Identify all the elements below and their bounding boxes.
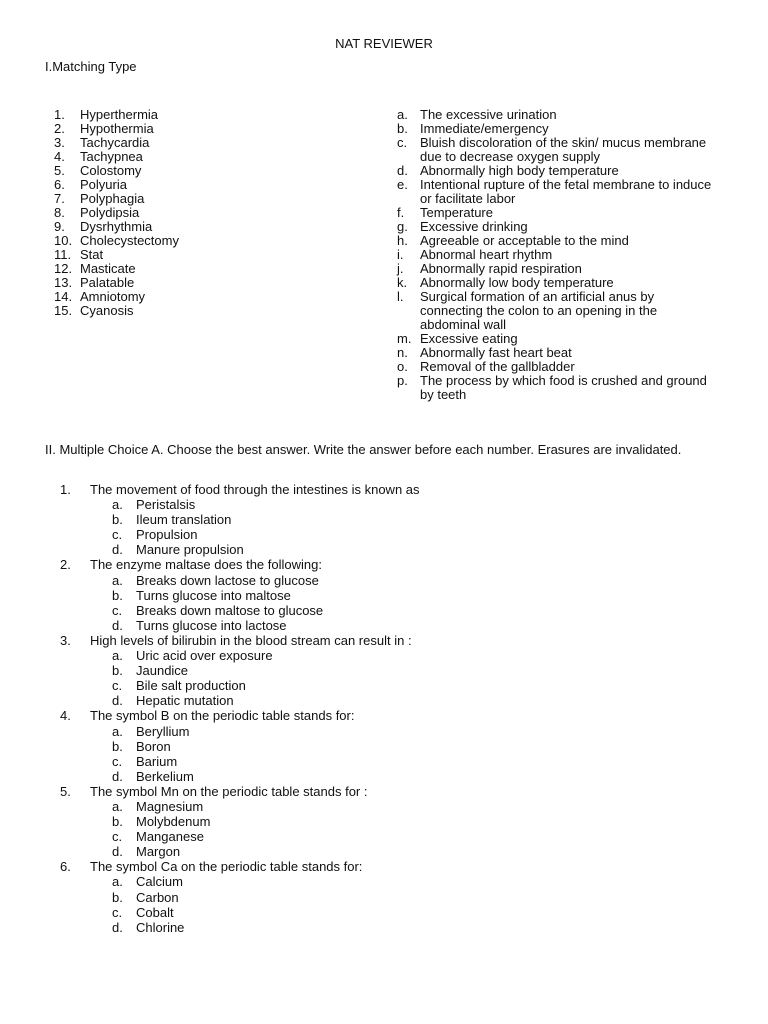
term-row xyxy=(54,220,354,234)
term-text: Tachypnea xyxy=(80,149,143,164)
definitions-column xyxy=(397,108,717,402)
answer-option xyxy=(112,663,720,678)
term-number: 1. xyxy=(54,107,65,122)
definition-letter: b. xyxy=(397,121,408,136)
term-number: 11. xyxy=(54,247,72,262)
questions-list xyxy=(60,482,720,935)
option-text: Magnesium xyxy=(136,798,204,814)
section-heading-matching: I.Matching Type xyxy=(45,59,137,74)
question-row xyxy=(60,859,720,874)
definition-letter: n. xyxy=(397,345,408,360)
option-text: Calcium xyxy=(136,874,183,890)
option-text: Peristalsis xyxy=(136,497,196,513)
answer-option xyxy=(112,648,720,663)
question-text: The symbol Ca on the periodic table stands for: xyxy=(90,859,363,875)
definition-text: Abnormally rapid respiration xyxy=(420,261,582,276)
term-text: Polyuria xyxy=(80,177,127,192)
term-number: 10. xyxy=(54,233,73,248)
definition-text: Abnormally fast heart beat xyxy=(420,345,572,360)
question-item xyxy=(60,708,720,783)
option-text: Turns glucose into lactose xyxy=(136,617,287,633)
option-letter: b. xyxy=(112,889,123,905)
option-letter: c. xyxy=(112,678,123,694)
option-text: Uric acid over exposure xyxy=(136,648,273,664)
option-letter: c. xyxy=(112,904,123,920)
option-text: Beryllium xyxy=(136,723,190,739)
option-text: Chlorine xyxy=(136,919,185,935)
definition-letter: o. xyxy=(397,359,408,374)
question-item xyxy=(60,557,720,632)
term-row xyxy=(54,290,354,304)
definition-text: Abnormally high body temperature xyxy=(420,163,619,178)
answer-option xyxy=(112,693,720,708)
answer-option xyxy=(112,618,720,633)
definition-row xyxy=(397,248,717,262)
definition-row xyxy=(397,136,717,164)
term-number: 6. xyxy=(54,177,65,192)
question-item xyxy=(60,784,720,859)
definition-letter: e. xyxy=(397,177,408,192)
term-number: 15. xyxy=(54,303,73,318)
question-row xyxy=(60,708,720,723)
option-letter: d. xyxy=(112,844,123,860)
option-letter: c. xyxy=(112,829,123,845)
option-text: Cobalt xyxy=(136,904,174,920)
definition-row xyxy=(397,332,717,346)
term-text: Polyphagia xyxy=(80,191,145,206)
term-text: Tachycardia xyxy=(80,135,150,150)
definition-text: Temperature xyxy=(420,205,493,220)
definition-row xyxy=(397,234,717,248)
answer-option xyxy=(112,874,720,889)
definition-letter: j. xyxy=(397,261,404,276)
term-text: Palatable xyxy=(80,275,135,290)
option-letter: a. xyxy=(112,648,123,664)
definition-text: Excessive eating xyxy=(420,331,518,346)
answer-option xyxy=(112,573,720,588)
option-letter: c. xyxy=(112,602,123,618)
answer-option xyxy=(112,754,720,769)
answer-option xyxy=(112,724,720,739)
question-item xyxy=(60,633,720,708)
definition-text: Abnormal heart rhythm xyxy=(420,247,553,262)
option-letter: a. xyxy=(112,874,123,890)
definition-row xyxy=(397,346,717,360)
definition-text: Bluish discoloration of the skin/ mucus membrane due to decrease oxygen supply xyxy=(420,135,707,164)
term-text: Polydipsia xyxy=(80,205,140,220)
term-row xyxy=(54,108,354,122)
definition-letter: g. xyxy=(397,219,408,234)
term-row xyxy=(54,122,354,136)
definition-letter: h. xyxy=(397,233,408,248)
definition-row xyxy=(397,164,717,178)
option-letter: c. xyxy=(112,753,123,769)
question-text: The symbol B on the periodic table stands for: xyxy=(90,708,355,724)
option-text: Breaks down lactose to glucose xyxy=(136,572,319,588)
term-number: 14. xyxy=(54,289,73,304)
terms-column xyxy=(54,108,354,318)
question-text: The symbol Mn on the periodic table stands for : xyxy=(90,783,368,799)
definition-text: Intentional rupture of the fetal membrane to induce or facilitate labor xyxy=(420,177,712,206)
answer-option xyxy=(112,588,720,603)
answer-option xyxy=(112,512,720,527)
definition-row xyxy=(397,108,717,122)
term-text: Masticate xyxy=(80,261,136,276)
option-letter: a. xyxy=(112,723,123,739)
definition-text: Surgical formation of an artificial anus by connecting the colon to an opening in the abdominal wall xyxy=(420,289,658,332)
answer-option xyxy=(112,542,720,557)
term-row xyxy=(54,262,354,276)
question-number: 2. xyxy=(60,557,71,573)
option-text: Molybdenum xyxy=(136,814,211,830)
answer-option xyxy=(112,527,720,542)
term-text: Hypothermia xyxy=(80,121,154,136)
option-text: Manganese xyxy=(136,829,204,845)
question-row xyxy=(60,633,720,648)
term-row xyxy=(54,206,354,220)
option-text: Carbon xyxy=(136,889,179,905)
option-letter: d. xyxy=(112,919,123,935)
term-row xyxy=(54,136,354,150)
term-number: 5. xyxy=(54,163,65,178)
term-row xyxy=(54,234,354,248)
option-letter: a. xyxy=(112,572,123,588)
definition-letter: a. xyxy=(397,107,408,122)
question-text: High levels of bilirubin in the blood stream can result in : xyxy=(90,632,412,648)
option-text: Hepatic mutation xyxy=(136,693,234,709)
section-heading-multiple-choice: II. Multiple Choice A. Choose the best answer. Write the answer before each number. Erasures are invalidated. xyxy=(45,442,682,457)
question-text: The movement of food through the intestines is known as xyxy=(90,482,420,497)
term-text: Cholecystectomy xyxy=(80,233,179,248)
term-number: 4. xyxy=(54,149,65,164)
definition-letter: m. xyxy=(397,331,412,346)
definition-row xyxy=(397,360,717,374)
term-row xyxy=(54,248,354,262)
definition-letter: c. xyxy=(397,135,408,150)
answer-option xyxy=(112,497,720,512)
option-text: Berkelium xyxy=(136,768,194,784)
term-row xyxy=(54,304,354,318)
term-number: 12. xyxy=(54,261,73,276)
term-text: Amniotomy xyxy=(80,289,146,304)
term-row xyxy=(54,276,354,290)
term-number: 8. xyxy=(54,205,65,220)
answer-option xyxy=(112,844,720,859)
definition-text: Abnormally low body temperature xyxy=(420,275,614,290)
option-letter: b. xyxy=(112,512,123,528)
option-letter: d. xyxy=(112,768,123,784)
definition-row xyxy=(397,206,717,220)
option-letter: b. xyxy=(112,814,123,830)
question-row xyxy=(60,482,720,497)
definition-letter: d. xyxy=(397,163,408,178)
answer-option xyxy=(112,920,720,935)
option-text: Ileum translation xyxy=(136,512,232,528)
option-text: Boron xyxy=(136,738,171,754)
term-number: 13. xyxy=(54,275,73,290)
answer-option xyxy=(112,678,720,693)
option-letter: a. xyxy=(112,798,123,814)
option-letter: b. xyxy=(112,738,123,754)
answer-option xyxy=(112,905,720,920)
answer-option xyxy=(112,603,720,618)
term-number: 7. xyxy=(54,191,65,206)
definition-row xyxy=(397,290,717,332)
term-text: Cyanosis xyxy=(80,303,134,318)
option-text: Breaks down maltose to glucose xyxy=(136,602,324,618)
question-number: 5. xyxy=(60,783,71,799)
definition-letter: p. xyxy=(397,373,408,388)
term-text: Dysrhythmia xyxy=(80,219,153,234)
option-letter: b. xyxy=(112,587,123,603)
definition-row xyxy=(397,122,717,136)
term-text: Hyperthermia xyxy=(80,107,159,122)
option-letter: d. xyxy=(112,693,123,709)
option-text: Propulsion xyxy=(136,527,198,543)
option-letter: d. xyxy=(112,542,123,558)
question-number: 6. xyxy=(60,859,71,875)
definition-text: Removal of the gallbladder xyxy=(420,359,575,374)
answer-option xyxy=(112,769,720,784)
option-text: Jaundice xyxy=(136,663,189,679)
answer-option xyxy=(112,829,720,844)
term-number: 3. xyxy=(54,135,65,150)
term-text: Colostomy xyxy=(80,163,142,178)
term-row xyxy=(54,192,354,206)
definition-letter: k. xyxy=(397,275,408,290)
option-letter: d. xyxy=(112,617,123,633)
option-letter: b. xyxy=(112,663,123,679)
option-letter: c. xyxy=(112,527,123,543)
option-text: Bile salt production xyxy=(136,678,246,694)
term-number: 9. xyxy=(54,219,65,234)
definition-text: The excessive urination xyxy=(420,107,557,122)
question-number: 1. xyxy=(60,482,71,497)
question-item xyxy=(60,482,720,557)
option-text: Barium xyxy=(136,753,178,769)
question-number: 3. xyxy=(60,632,71,648)
term-row xyxy=(54,150,354,164)
question-text: The enzyme maltase does the following: xyxy=(90,557,322,573)
answer-option xyxy=(112,890,720,905)
definition-letter: i. xyxy=(397,247,404,262)
definition-row xyxy=(397,178,717,206)
definition-letter: f. xyxy=(397,205,405,220)
definition-row xyxy=(397,374,717,402)
page-title: NAT REVIEWER xyxy=(335,36,433,51)
definition-row xyxy=(397,220,717,234)
definition-text: Excessive drinking xyxy=(420,219,528,234)
question-row xyxy=(60,784,720,799)
option-text: Turns glucose into maltose xyxy=(136,587,291,603)
definition-text: The process by which food is crushed and ground by teeth xyxy=(420,373,707,402)
definition-row xyxy=(397,276,717,290)
term-row xyxy=(54,178,354,192)
option-letter: a. xyxy=(112,497,123,513)
definition-text: Immediate/emergency xyxy=(420,121,549,136)
answer-option xyxy=(112,739,720,754)
term-row xyxy=(54,164,354,178)
answer-option xyxy=(112,814,720,829)
definition-text: Agreeable or acceptable to the mind xyxy=(420,233,629,248)
term-number: 2. xyxy=(54,121,65,136)
question-item xyxy=(60,859,720,934)
option-text: Margon xyxy=(136,844,181,860)
question-row xyxy=(60,557,720,572)
option-text: Manure propulsion xyxy=(136,542,244,558)
question-number: 4. xyxy=(60,708,71,724)
term-text: Stat xyxy=(80,247,104,262)
definition-row xyxy=(397,262,717,276)
answer-option xyxy=(112,799,720,814)
definition-letter: l. xyxy=(397,289,404,304)
